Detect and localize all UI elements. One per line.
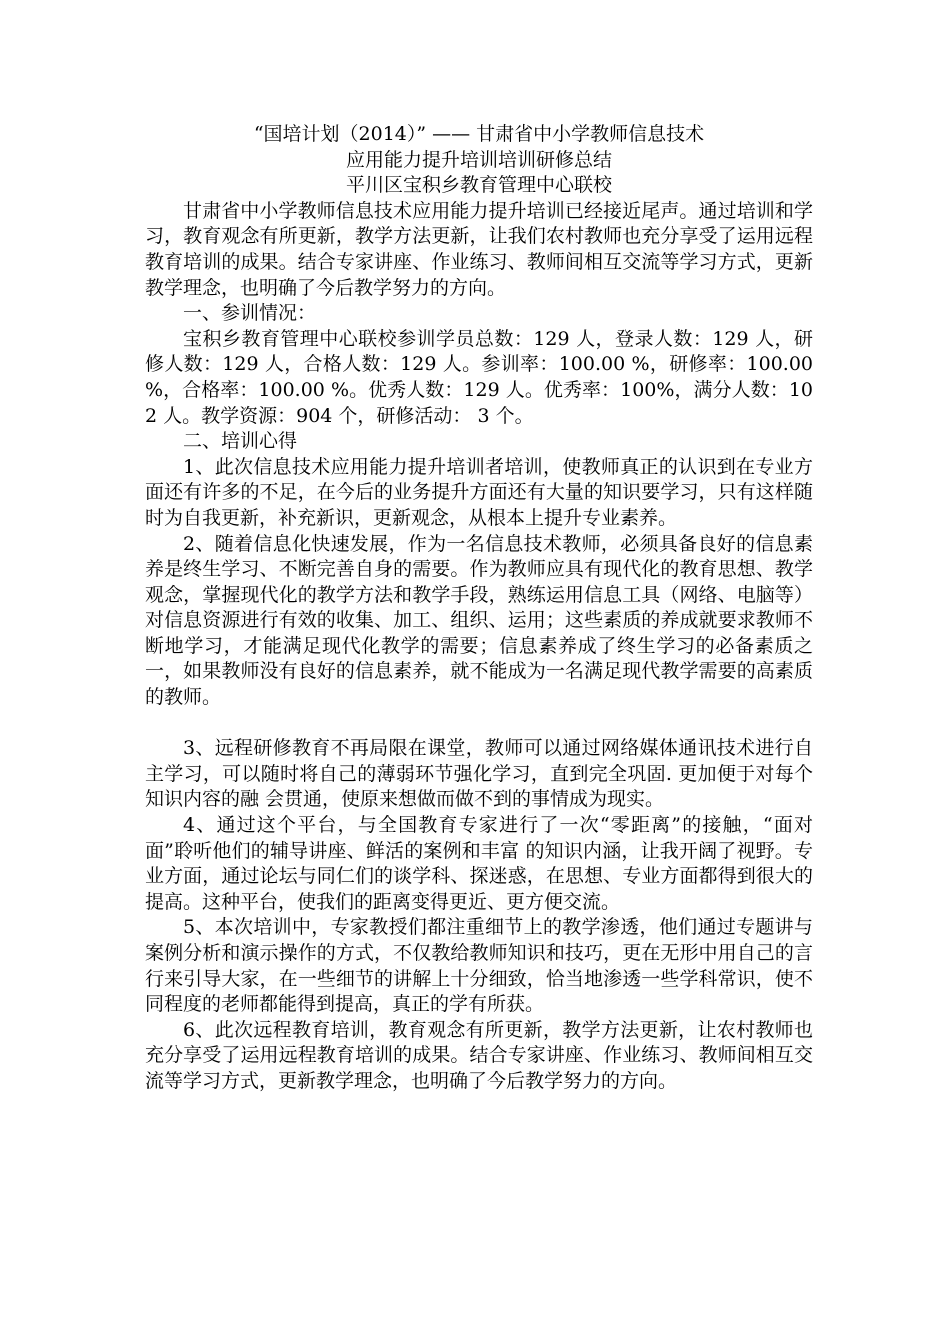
experience-paragraph-1: 1、此次信息技术应用能力提升培训者培训，使教师真正的认识到在专业方面还有许多的不足，在今后的业务提升方面还有大量的知识要学习，只有这样随时为自我更新，补充新识，更新观念，从根本上提升专业素养。 [145,455,813,529]
experience-paragraph-5: 5、本次培训中，专家教授们都注重细节上的教学渗透，他们通过专题讲与案例分析和演示操作的方式，不仅教给教师知识和技巧，更在无形中用自己的言行来引导大家，在一些细节的讲解上十分细致，恰当地渗透一些学科常识，使不同程度的老师都能得到提高，真正的学有所获。 [145,916,813,1016]
experience-paragraph-4: 4、通过这个平台，与全国教育专家进行了一次“零距离”的接触，“面对面”聆听他们的辅导讲座、鲜活的案例和丰富 的知识内涵，让我开阔了视野。专业方面，通过论坛与同仁们的谈学科、探迷惑，在思想、专业方面都得到很大的提高。这种平台，使我们的距离变得更近、更方便交流。 [145,814,813,913]
blank-line [145,711,813,737]
intro-paragraph: 甘肃省中小学教师信息技术应用能力提升培训已经接近尾声。通过培训和学习，教育观念有所更新，教学方法更新，让我们农村教师也充分享受了运用远程教育培训的成果。结合专家讲座、作业练习、教师间相互交流等学习方式，更新教学理念，也明确了今后教学努力的方向。 [145,199,813,299]
document-title-line-2: 应用能力提升培训培训研修总结 [345,148,612,171]
document-title-line-1: “国培计划（2014）” —— 甘肃省中小学教师信息技术 [253,123,705,145]
experience-paragraph-2: 2、随着信息化快速发展，作为一名信息技术教师，必须具备良好的信息素养是终生学习、不断完善自身的需要。作为教师应具有现代化的教育思想、教学观念，掌握现代化的教学方法和教学手段，熟练运用信息工具（网络、电脑等）对信息资源进行有效的收集、加工、组织、运用；这些素质的养成就要求教师不断地学习，才能满足现代化教学的需要；信息素养成了终生学习的必备素质之一，如果教师没有良好的信息素养，就不能成为一名满足现代教学需要的高素质的教师。 [145,532,813,709]
document-title-line-3: 平川区宝积乡教育管理中心联校 [345,174,612,197]
participation-stats-paragraph: 宝积乡教育管理中心联校参训学员总数：129 人，登录人数：129 人，研修人数：129 人，合格人数：129 人。参训率：100.00 %，研修率：100.00 %，合格率：100.00 %。优秀人数：129 人。优秀率：100%，满分人数：102 人。教学资源：904 个，研修活动： 3 个。 [145,327,813,427]
experience-paragraph-3: 3、远程研修教育不再局限在课堂，教师可以通过网络媒体通讯技术进行自主学习，可以随时将自己的薄弱环节强化学习，直到完全巩固. 更加便于对每个知识内容的融 会贯通，使原来想做而做不到的事情成为现实。 [145,737,813,811]
section-heading-participation: 一、参训情况： [183,302,317,325]
document-page [145,122,813,1095]
experience-paragraph-6: 6、此次远程教育培训，教育观念有所更新，教学方法更新，让农村教师也充分享受了运用远程教育培训的成果。结合专家讲座、作业练习、教师间相互交流等学习方式，更新教学理念，也明确了今后教学努力的方向。 [145,1018,813,1092]
section-heading-experience: 二、培训心得 [183,430,298,453]
